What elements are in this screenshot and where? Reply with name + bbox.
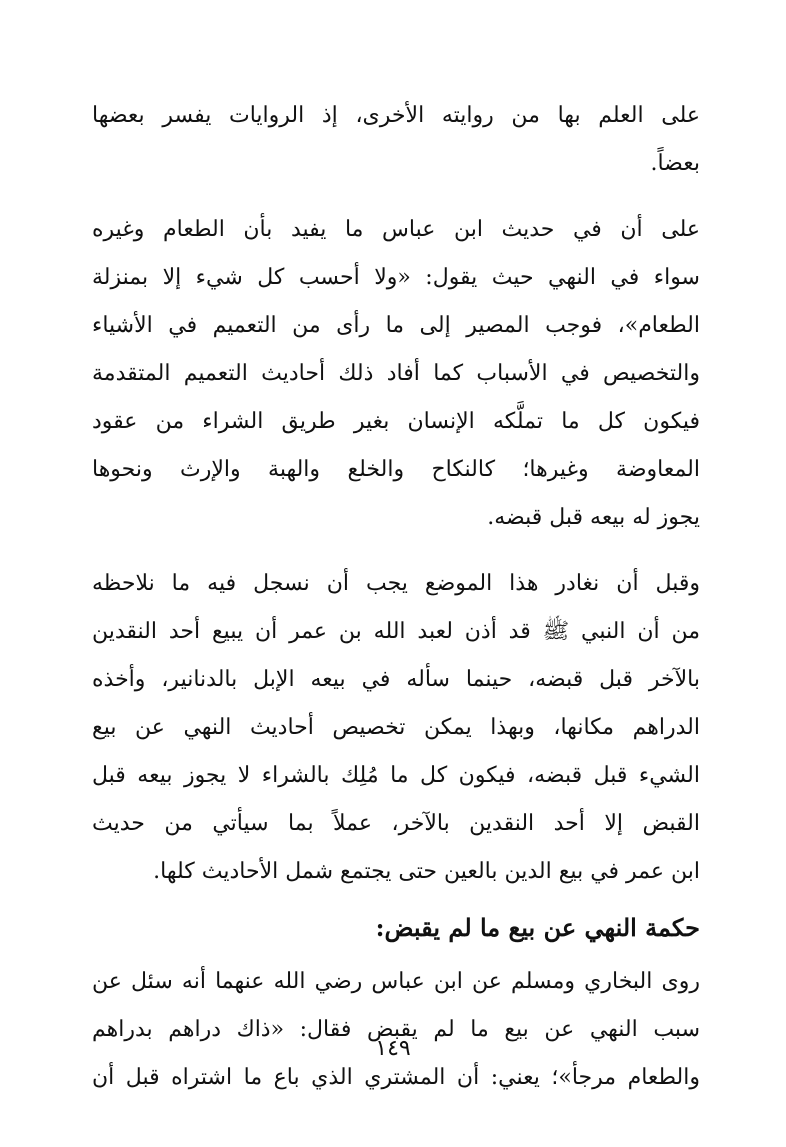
text-line: الشيء قبل قبضه، فيكون كل ما مُلِك بالشراء لا يجوز بيعه قبل xyxy=(92,763,700,788)
text-line: من أن النبي ﷺ قد أذن لعبد الله بن عمر أن يبيع أحد النقدين xyxy=(92,619,700,644)
text-line: على أن في حديث ابن عباس ما يفيد بأن الطعام وغيره xyxy=(92,217,700,242)
text-line: يجوز له بيعه قبل قبضه. xyxy=(487,505,700,530)
paragraph-2 xyxy=(92,206,700,542)
text-line: الطعام»، فوجب المصير إلى ما رأى من التعميم في الأشياء xyxy=(92,313,700,338)
text-line: على العلم بها من روايته الأخرى، إذ الروايات يفسر بعضها xyxy=(92,103,700,128)
text-line: بعضاً. xyxy=(650,151,700,176)
text-line: سبب النهي عن بيع ما لم يقبض فقال: «ذاك دراهم بدراهم xyxy=(92,1017,700,1042)
text-block xyxy=(92,92,700,1102)
paragraph-1 xyxy=(92,92,700,188)
paragraph-3 xyxy=(92,560,700,896)
paragraph-4 xyxy=(92,958,700,1102)
text-line: والتخصيص في الأسباب كما أفاد ذلك أحاديث التعميم المتقدمة xyxy=(92,361,700,386)
text-line: وقبل أن نغادر هذا الموضع يجب أن نسجل فيه ما نلاحظه xyxy=(92,571,700,596)
text-line: المعاوضة وغيرها؛ كالنكاح والخلع والهبة والإرث ونحوها xyxy=(92,457,700,482)
text-line: القبض إلا أحد النقدين بالآخر، عملاً بما سيأتي من حديث xyxy=(92,811,700,836)
text-line: الدراهم مكانها، وبهذا يمكن تخصيص أحاديث النهي عن بيع xyxy=(92,715,700,740)
section-heading: حكمة النهي عن بيع ما لم يقبض: xyxy=(375,913,700,942)
text-line: والطعام مرجأ»؛ يعني: أن المشتري الذي باع ما اشتراه قبل أن xyxy=(92,1065,700,1090)
page-number: ١٤٩ xyxy=(375,1036,411,1061)
text-line: ابن عمر في بيع الدين بالعين حتى يجتمع شمل الأحاديث كلها. xyxy=(153,859,700,884)
text-line: روى البخاري ومسلم عن ابن عباس رضي الله عنهما أنه سئل عن xyxy=(92,969,700,994)
text-line: بالآخر قبل قبضه، حينما سأله في بيعه الإبل بالدنانير، وأخذه xyxy=(92,667,700,692)
text-line: فيكون كل ما تملَّكه الإنسان بغير طريق الشراء من عقود xyxy=(92,409,700,434)
text-line: سواء في النهي حيث يقول: «ولا أحسب كل شيء إلا بمنزلة xyxy=(92,265,700,290)
